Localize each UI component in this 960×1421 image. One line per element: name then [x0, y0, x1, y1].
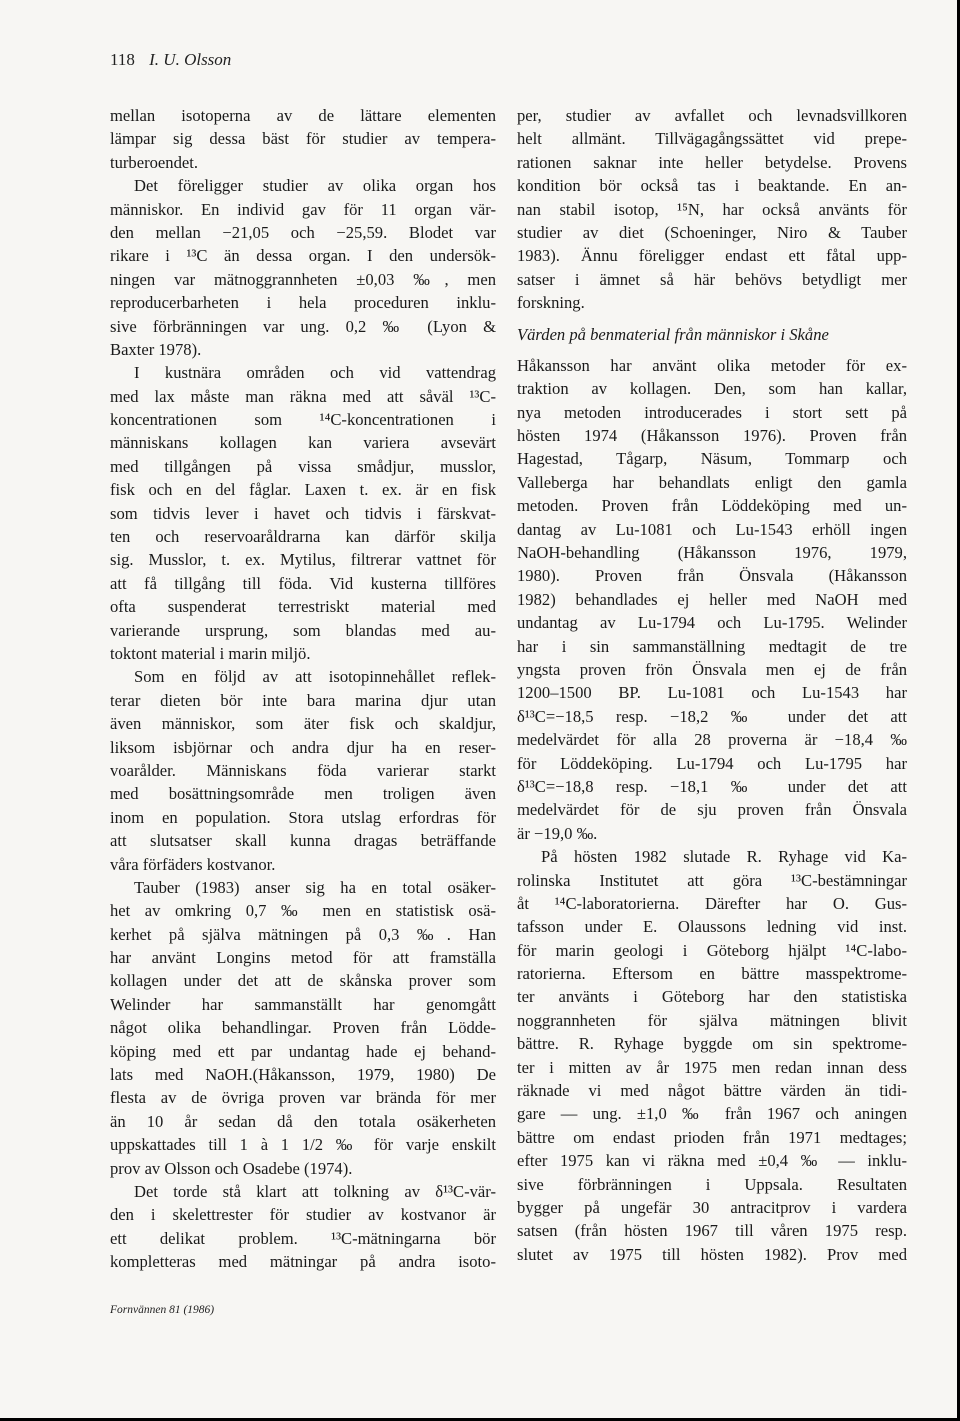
text-line: medelvärdet för de sju proven från Önsvala: [517, 800, 907, 820]
text-line: kondition bör också tas i beaktande. En an-: [517, 176, 907, 196]
text-line: något olika behandlingar. Proven från Lödde-: [110, 1018, 496, 1038]
right-text-column: [517, 104, 907, 1266]
text-line: människans kollagen kan variera avsevärt: [110, 433, 496, 453]
text-line: ten och reservoaråldrarna kan därför skilja: [110, 527, 496, 547]
text-line: att få tillgång till föda. Vid kusterna tillföres: [110, 573, 496, 593]
text-line: inom en population. Stora utslag erfordras för: [110, 807, 496, 827]
text-line: har använt Longins metod för att framställa: [110, 948, 496, 968]
section-heading: Värden på benmaterial från människor i Skåne: [517, 324, 829, 344]
text-line: 1200–1500 BP. Lu-1081 och Lu-1543 har: [517, 683, 907, 703]
text-line: prov av Olsson och Osadebe (1974).: [110, 1158, 353, 1178]
page-number: 118: [110, 50, 135, 69]
text-line: noggrannheten för själva mätningen blivit: [517, 1010, 907, 1030]
text-line: Tauber (1983) anser sig ha en total osäker-: [134, 877, 496, 897]
text-line: än 10 år sedan då den totala osäkerheten: [110, 1111, 496, 1131]
text-line: dantag av Lu-1081 och Lu-1543 erhöll ingen: [517, 519, 907, 539]
text-line: för marin geologi i Göteborg hjälpt ¹⁴C-labo-: [517, 940, 907, 960]
text-line: kompletteras med mätningar på andra isoto-: [110, 1252, 496, 1272]
text-line: den mellan −21,05 och −25,59. Blodet var: [110, 222, 496, 242]
text-line: att slutsatser skall kunna dragas beträffande: [110, 831, 496, 851]
text-line: ett delikat problem. ¹³C-mätningarna bör: [110, 1228, 496, 1248]
text-line: Det föreligger studier av olika organ hos: [134, 176, 496, 196]
text-line: sive förbränningen var ung. 0,2 ‰ (Lyon &: [110, 316, 496, 336]
text-line: rolinska Institutet att göra ¹³C-bestämningar: [517, 870, 907, 890]
text-line: kerhet på själva mätningen på 0,3 ‰. Han: [110, 924, 496, 944]
text-line: terar dieten bör inte bara marina djur utan: [110, 690, 496, 710]
text-line: undantag av Lu-1794 och Lu-1795. Welinder: [517, 613, 907, 633]
text-line: den i skelettrester för studier av kostvanor är: [110, 1205, 496, 1225]
text-line: med bosättningsområde men troligen även: [110, 784, 496, 804]
text-line: sive förbränningen i Uppsala. Resultaten: [517, 1174, 907, 1194]
text-line: nan stabil isotop, ¹⁵N, har också använts för: [517, 199, 907, 219]
text-line: ningen var mätnoggrannheten ±0,03 ‰, men: [110, 269, 496, 289]
text-line: köping med ett par undantag hade ej behand-: [110, 1041, 496, 1061]
text-line: liksom isbjörnar och andra djur ha en reser-: [110, 737, 496, 757]
text-line: rikare i ¹³C än dessa organ. I den undersök-: [110, 246, 496, 266]
text-line: kollagen under det att de skånska prover som: [110, 971, 496, 991]
text-line: På hösten 1982 slutade R. Ryhage vid Ka-: [541, 847, 907, 867]
text-line: 1983). Ännu föreligger endast ett fåtal upp-: [517, 246, 907, 266]
text-line: voarålder. Människans föda varierar starkt: [110, 760, 496, 780]
text-line: reproducerbarheten i hela proceduren inklu-: [110, 293, 496, 313]
text-line: toktont material i marin miljö.: [110, 643, 311, 663]
text-line: yngsta proven frön Önsvala men ej de från: [517, 659, 907, 679]
text-line: bygger på ungefär 30 antracitprov i vardera: [517, 1197, 907, 1217]
text-line: våra förfäders kostvanor.: [110, 854, 276, 874]
text-line: hösten 1974 (Håkansson 1976). Proven från: [517, 426, 907, 446]
text-line: forskning.: [517, 293, 585, 313]
text-line: rationen saknar inte heller betydelse. Provens: [517, 152, 907, 172]
text-line: bättre. R. Ryhage byggde om sin spektrome-: [517, 1034, 907, 1054]
text-line: ter i mitten av år 1975 men redan innan dess: [517, 1057, 907, 1077]
text-line: per, studier av avfallet och levnadsvillkoren: [517, 106, 907, 125]
text-line: med lax måste man räkna med att såväl ¹³C-: [110, 386, 496, 406]
text-line: mellan isotoperna av de lättare elementen: [110, 106, 496, 125]
text-line: räknade vi med något bättre värden än tidi-: [517, 1081, 907, 1101]
text-line: het av omkring 0,7 ‰ men en statistisk osä-: [110, 901, 496, 921]
text-line: metoden. Proven från Löddeköping med un-: [517, 496, 907, 516]
text-line: även människor, som äter fisk och skaldjur,: [110, 714, 496, 734]
text-line: Håkansson har använt olika metoder för ex-: [517, 355, 907, 375]
text-line: varierande ursprung, som blandas med au-: [110, 620, 496, 640]
text-line: satser i ämnet så här behövs betydligt mer: [517, 269, 907, 289]
text-line: NaOH-behandling (Håkansson 1976, 1979,: [517, 543, 907, 563]
text-line: ter använts i Göteborg har den statistiska: [517, 987, 907, 1007]
text-line: ofta suspenderat terrestriskt material med: [110, 597, 496, 617]
text-line: satsen (från hösten 1967 till våren 1975 resp.: [517, 1221, 907, 1241]
text-line: 1980). Proven från Önsvala (Håkansson: [517, 566, 907, 586]
running-author: I. U. Olsson: [149, 50, 232, 69]
left-text-column: [110, 104, 496, 1274]
journal-citation: Fornvännen 81 (1986): [110, 1304, 215, 1316]
text-line: uppskattades till 1 à 1 1/2 ‰ för varje enskilt: [110, 1135, 496, 1155]
text-line: Baxter 1978).: [110, 339, 202, 359]
text-line: medelvärdet för alla 28 proverna är −18,4 ‰: [517, 730, 907, 750]
text-line: lats med NaOH.(Håkansson, 1979, 1980) De: [110, 1065, 496, 1085]
text-line: tafsson under E. Olaussons ledning vid inst.: [517, 917, 907, 937]
text-line: Som en följd av att isotopinnehållet reflek-: [134, 667, 496, 687]
text-line: Valleberga har behandlats enligt den gamla: [517, 472, 907, 492]
text-line: människor. En individ gav för 11 organ vär-: [110, 199, 496, 219]
text-line: sig. Musslor, t. ex. Mytilus, filtrerar vattnet för: [110, 550, 496, 570]
text-line: med tillgången på vissa smådjur, musslor,: [110, 456, 496, 476]
text-line: fisk och en del fåglar. Laxen t. ex. är en fisk: [110, 480, 496, 500]
text-line: δ¹³C=−18,8 resp. −18,1 ‰ under det att: [517, 776, 907, 796]
text-line: för Löddeköping. Lu-1794 och Lu-1795 har: [517, 753, 907, 773]
text-line: gare — ung. ±1,0 ‰ från 1967 och aningen: [517, 1104, 907, 1124]
text-line: I kustnära områden och vid vattendrag: [134, 363, 496, 383]
text-line: traktion av kollagen. Den, som han kallar,: [517, 379, 907, 399]
text-line: har i sin sammanställning medtagit de tre: [517, 636, 907, 656]
text-line: flesta av de övriga proven var brända för mer: [110, 1088, 496, 1108]
text-line: åt ¹⁴C-laboratorierna. Därefter har O. Gus-: [517, 893, 907, 913]
text-line: koncentrationen som ¹⁴C-koncentrationen i: [110, 410, 496, 430]
text-line: Hagestad, Tågarp, Näsum, Tommarp och: [517, 449, 907, 469]
text-line: ratorierna. Eftersom en bättre masspektrome-: [517, 964, 907, 984]
text-line: lämpar sig dessa bäst för studier av tempera-: [110, 129, 496, 149]
text-line: slutet av 1975 till hösten 1982). Prov med: [517, 1244, 907, 1264]
text-line: δ¹³C=−18,5 resp. −18,2 ‰ under det att: [517, 706, 907, 726]
text-line: turberoendet.: [110, 152, 199, 172]
text-line: helt allmänt. Tillvägagångssättet vid prepe-: [517, 129, 907, 149]
text-line: nya metoden introducerades i stort sett på: [517, 402, 907, 422]
text-line: som tidvis lever i havet och tidvis i färskvat-: [110, 503, 496, 523]
text-line: studier av diet (Schoeninger, Niro & Tauber: [517, 222, 907, 242]
text-line: efter 1975 kan vi räkna med ±0,4 ‰ — inklu-: [517, 1151, 907, 1171]
text-line: Det torde stå klart att tolkning av δ¹³C-vär-: [134, 1181, 496, 1201]
running-header: [110, 50, 231, 70]
text-line: Welinder har sammanställt har genomgått: [110, 994, 496, 1014]
text-line: är −19,0 ‰.: [517, 823, 598, 843]
text-line: 1982) behandlades ej heller med NaOH med: [517, 589, 907, 609]
text-line: bättre om endast prioden från 1971 medtages;: [517, 1127, 907, 1147]
